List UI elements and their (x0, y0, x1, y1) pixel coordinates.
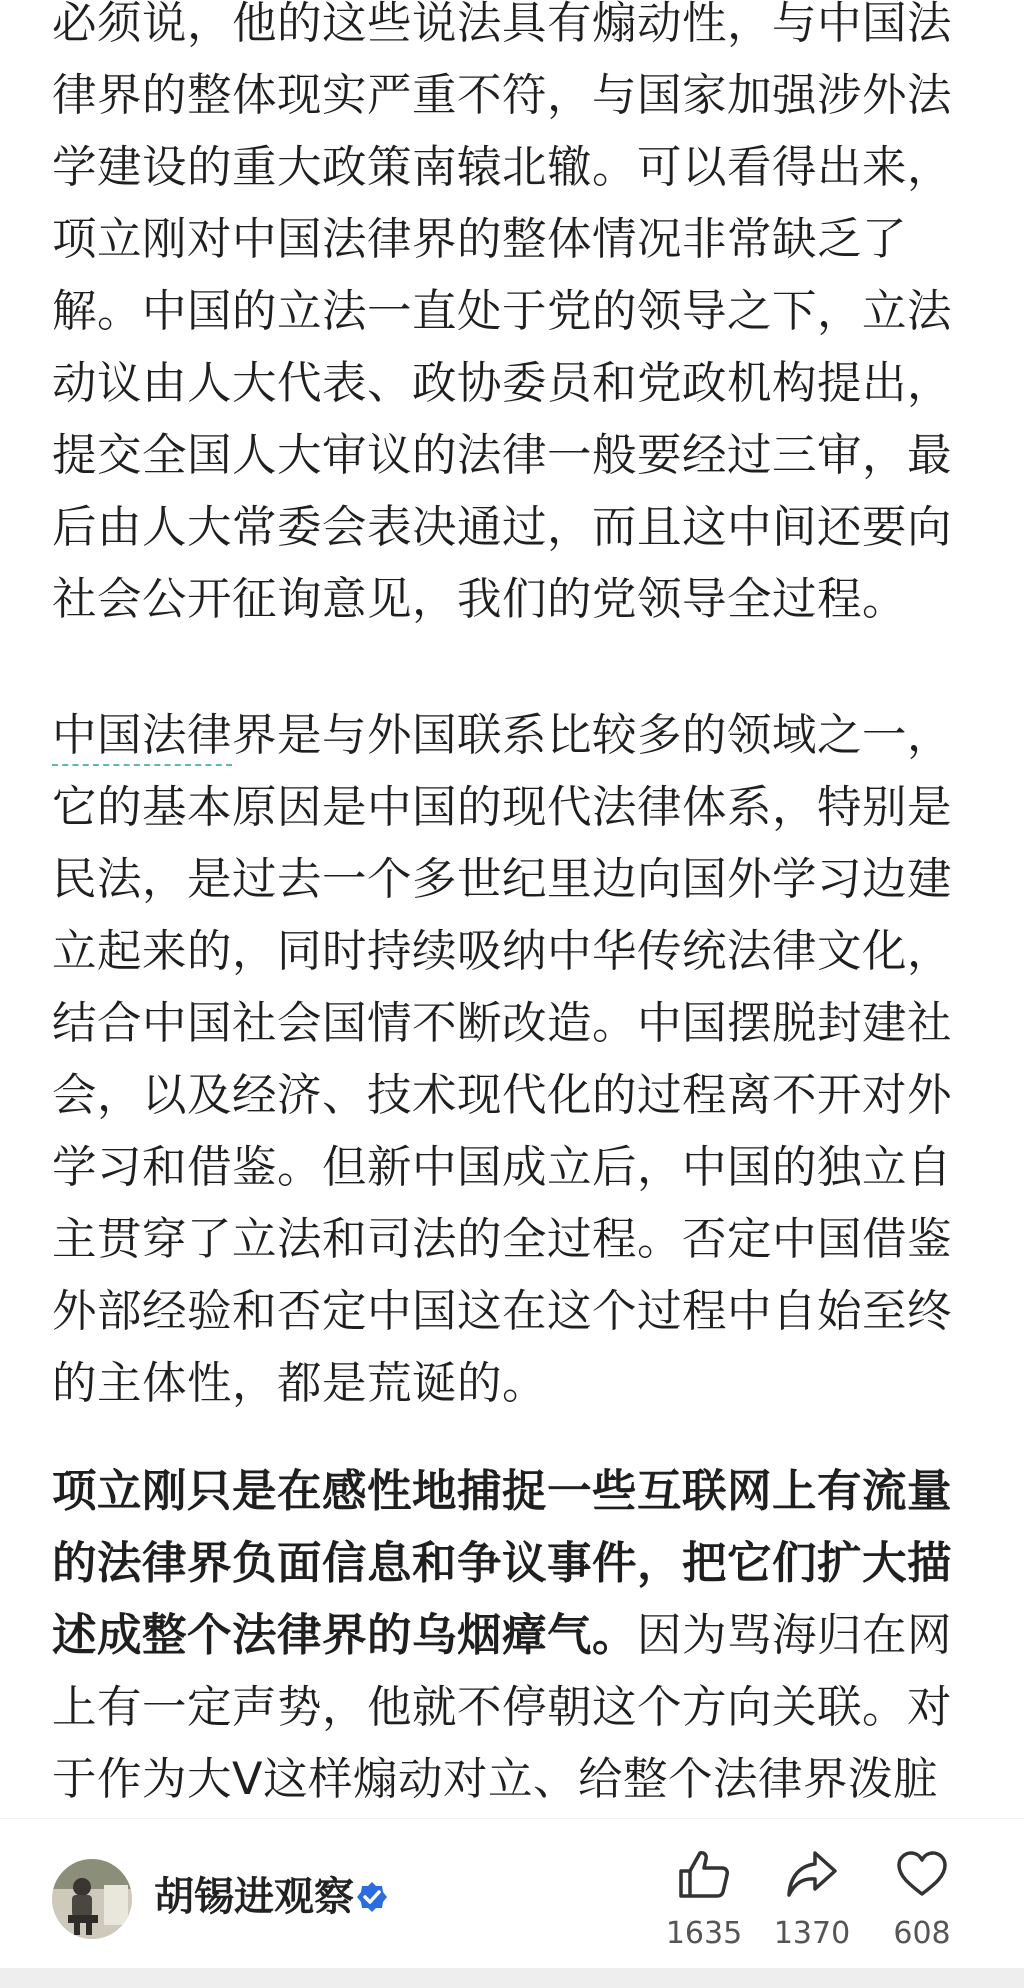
share-button[interactable] (762, 1849, 862, 1951)
author-name[interactable]: 胡锡进观察 (154, 1874, 354, 1920)
article-paragraph-1: 必须说，他的这些说法具有煽动性，与中国法律界的整体现实严重不符，与国家加强涉外法学建设的重大政策南辕北辙。可以看得出来，项立刚对中国法律界的整体情况非常缺乏了解。中国的立法一直处于党的领导之下，立法动议由人大代表、政协委员和党政机构提出，提交全国人大审议的法律一般要经过三审，最后由人大常委会表决通过，而且这中间还要向社会公开征询意见，我们的党领导全过程。 (52, 0, 953, 625)
article-paragraph-3-text: 因为骂海归在网上有一定声势，他就不停朝这个方向关联。对于作为大V这样煽动对立、给整个法律界泼脏 (52, 1610, 953, 1805)
favorite-count: 608 (893, 1916, 951, 1951)
article-paragraph-2-text: 界是与外国联系比较多的领域之一，它的基本原因是中国的现代法律体系，特别是民法，是过去一个多世纪里边向国外学习边建立起来的，同时持续吸纳中华传统法律文化，结合中国社会国情不断改造。中国摆脱封建社会，以及经济、技术现代化的过程离不开对外学习和借鉴。但新中国成立后，中国的独立自主贯穿了立法和司法的全过程。否定中国借鉴外部经验和否定中国这在这个过程中自始至终的主体性，都是荒诞的。 (52, 710, 953, 1409)
favorite-button[interactable] (872, 1849, 972, 1951)
share-count: 1370 (773, 1916, 851, 1951)
bottom-strip (0, 1968, 1024, 1988)
article-paragraph-3 (52, 1456, 978, 1816)
share-arrow-icon (785, 1849, 839, 1899)
like-count: 1635 (665, 1916, 743, 1951)
article-paragraph-2 (52, 700, 978, 1420)
verified-badge-icon (356, 1881, 388, 1913)
article-paragraph-3-bold: 项立刚只是在感性地捕捉一些互联网上有流量的法律界负面信息和争议事件，把它们扩大描述成整个法律界的乌烟瘴气。 (52, 1466, 953, 1661)
keyword-link[interactable]: 中国法律 (52, 710, 233, 761)
avatar-photo-icon (52, 1859, 132, 1939)
bottom-action-bar (0, 1818, 1024, 1969)
heart-icon (895, 1849, 949, 1899)
like-button[interactable] (654, 1849, 754, 1951)
author-avatar[interactable] (52, 1859, 132, 1939)
thumbs-up-icon (677, 1849, 731, 1899)
